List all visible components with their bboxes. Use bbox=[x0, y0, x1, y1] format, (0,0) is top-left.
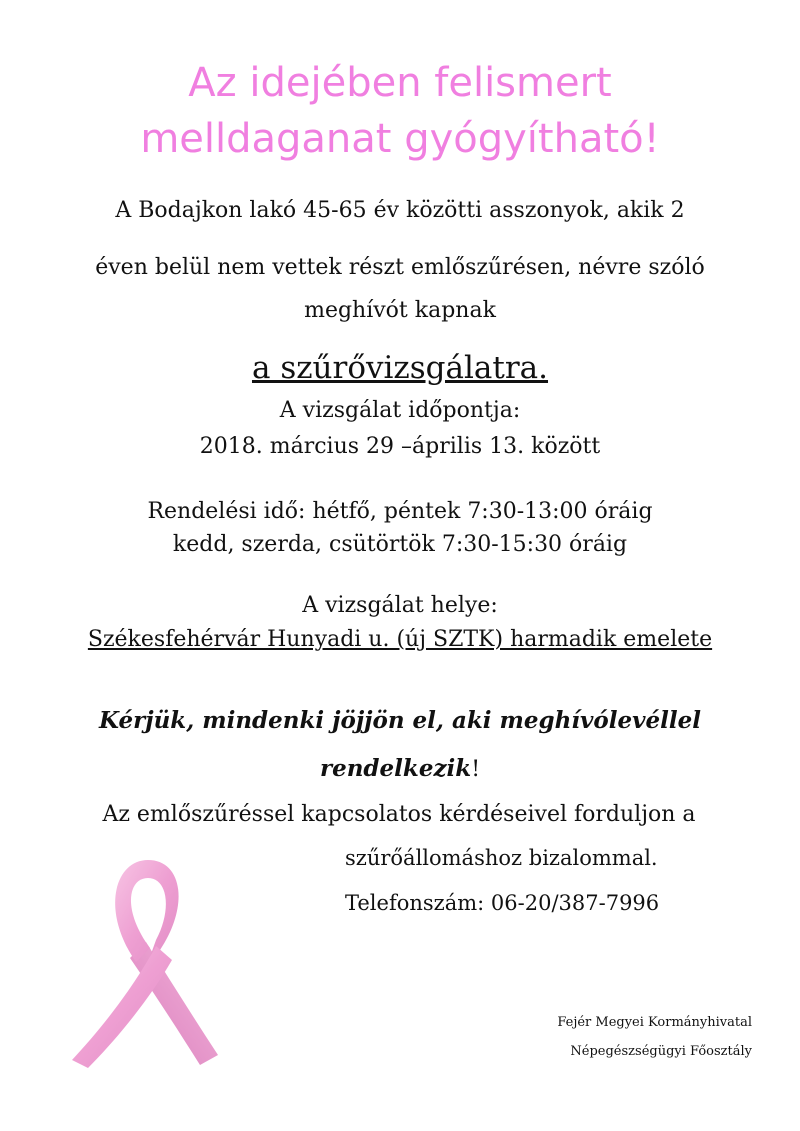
hours-line-2: kedd, szerda, csütörtök 7:30-15:30 óráig bbox=[172, 532, 628, 557]
request-line-1: Kérjük, mindenki jöjjön el, aki meghívólevéllel bbox=[99, 707, 701, 734]
footer-org-2: Népegészségügyi Főosztály bbox=[570, 1044, 752, 1059]
hours-line-1: Rendelési idő: hétfő, péntek 7:30-13:00 óráig bbox=[147, 499, 653, 524]
intro-line-3: meghívót kapnak bbox=[304, 298, 496, 323]
location-address: Székesfehérvár Hunyadi u. (új SZTK) harmadik emelete bbox=[87, 627, 713, 652]
schedule-label: A vizsgálat időpontja: bbox=[279, 398, 521, 423]
intro-line-1: A Bodajkon lakó 45-65 év közötti asszonyok, akik 2 bbox=[115, 198, 685, 223]
heading-line-1: Az idejében felismert bbox=[188, 60, 612, 106]
phone-number: Telefonszám: 06-20/387-7996 bbox=[345, 891, 660, 915]
contact-line-1: Az emlőszűréssel kapcsolatos kérdéseivel forduljon a bbox=[102, 802, 696, 827]
schedule-dates: 2018. március 29 –április 13. között bbox=[199, 434, 601, 459]
contact-line-2: szűrőállomáshoz bizalommal. bbox=[345, 846, 658, 870]
screening-emphasis: a szűrővizsgálatra. bbox=[251, 350, 549, 386]
location-label: A vizsgálat helye: bbox=[302, 593, 498, 618]
request-bold-word: rendelkezik bbox=[319, 755, 472, 782]
request-tail: ! bbox=[471, 757, 481, 782]
intro-line-2: éven belül nem vettek részt emlőszűrésen, névre szóló bbox=[95, 255, 705, 280]
footer-org-1: Fejér Megyei Kormányhivatal bbox=[557, 1015, 752, 1030]
request-line-2 bbox=[0, 755, 800, 782]
pink-ribbon-icon bbox=[60, 850, 230, 1070]
heading-line-2: melldaganat gyógyítható! bbox=[140, 116, 660, 162]
